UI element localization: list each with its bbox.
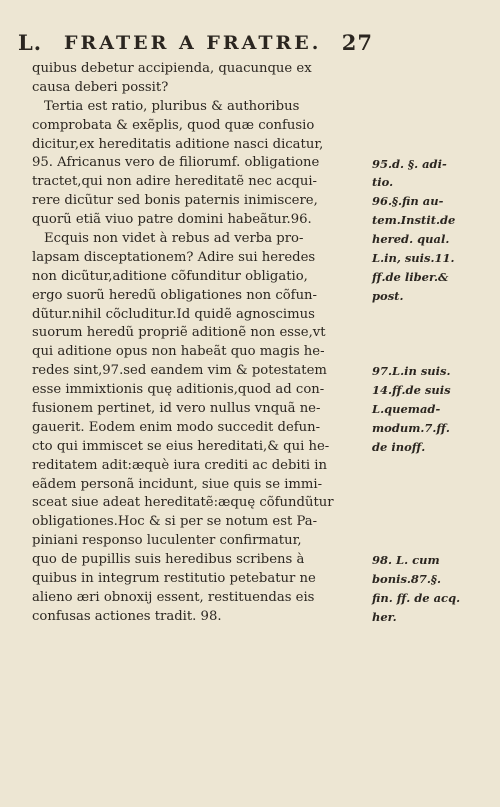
text-line: piniani responso luculenter confirmatur,	[32, 533, 302, 549]
margin-note: 98. L. cum	[372, 553, 440, 568]
margin-note: bonis.87.§.	[372, 572, 441, 587]
text-line: confusas actiones tradit. 98.	[32, 608, 222, 624]
header-title: FRATER A FRATRE.	[64, 32, 322, 54]
text-line: eãdem personã incidunt, siue quis se immi-	[32, 476, 323, 492]
margin-note: tem.Instit.de	[372, 213, 456, 228]
text-line: obligationes.Hoc & si per se notum est Pa-	[32, 514, 318, 530]
text-line: alieno æri obnoxij essent, restituendas eis	[32, 589, 315, 605]
text-line: tractet,qui non adire hereditatẽ nec acqui-	[32, 174, 317, 190]
text-line: quibus debetur accipienda, quacunque ex	[32, 61, 312, 76]
text-line: esse immixtionis quę aditionis,quod ad con-	[32, 382, 325, 398]
text-line: qui aditione opus non habeãt quo magis he-	[32, 344, 325, 360]
text-line: causa deberi possit?	[32, 79, 169, 95]
text-line: reditatem adit:æquè iura crediti ac debiti in	[32, 457, 328, 473]
header-letter: L.	[18, 30, 43, 55]
margin-note: 97.L.in suis.	[372, 364, 451, 379]
margin-note: her.	[372, 610, 397, 625]
text-line: cto qui immiscet se eius hereditati,& qui he-	[32, 438, 330, 454]
text-line: Ecquis non videt à rebus ad verba pro-	[44, 231, 304, 247]
margin-note: hered. qual.	[372, 232, 450, 247]
margin-note: modum.7.ff.	[372, 421, 450, 436]
text-line: rere dicũtur sed bonis paternis inimiscere,	[32, 193, 318, 209]
margin-note: L.quemad-	[372, 402, 441, 417]
text-line: fusionem pertinet, id vero nullus vnquã ne-	[32, 401, 321, 417]
text-line: quo de pupillis suis heredibus scribens à	[32, 552, 305, 568]
text-line: lapsam disceptationem? Adire sui heredes	[32, 249, 316, 265]
margin-note: 95.d. §. adi-	[372, 156, 447, 171]
text-line: non dicũtur,aditione cõfunditur obligatio,	[32, 268, 308, 284]
text-line: dicitur,ex hereditatis aditione nasci dicatur,	[32, 136, 324, 152]
text-line: quorũ etiã viuo patre domini habeãtur.96.	[32, 212, 312, 228]
text-line: suorum heredũ propriẽ aditionẽ non esse,vt	[32, 325, 326, 341]
text-line: dũtur.nihil cõcluditur.Id quidẽ agnoscimus	[32, 306, 315, 322]
text-line: Tertia est ratio, pluribus & authoribus	[44, 98, 300, 114]
text-line: gauerit. Eodem enim modo succedit defun-	[32, 419, 321, 435]
margin-note: tio.	[372, 175, 394, 190]
margin-note: 14.ff.de suis	[372, 383, 451, 398]
text-line: sceat siue adeat hereditatẽ:æquę cõfundũtur	[32, 495, 334, 511]
margin-note: 96.§.fin au-	[372, 194, 444, 209]
margin-note: de inoff.	[372, 440, 426, 454]
margin-note: L.in, suis.11.	[372, 251, 455, 265]
page-number: 27	[341, 30, 373, 55]
text-line: redes sint,97.sed eandem vim & potestatem	[32, 363, 327, 379]
text-line: comprobata & exẽplis, quod quæ confusio	[32, 117, 315, 133]
text-line: 95. Africanus vero de filiorumf. obligatione	[32, 155, 320, 171]
text-line: quibus in integrum restitutio petebatur ne	[32, 571, 316, 587]
running-header	[18, 30, 373, 60]
margin-note: post.	[372, 288, 404, 303]
margin-note: ff.de liber.&	[372, 269, 449, 284]
main-text-column	[32, 60, 367, 627]
margin-note: fin. ff. de acq.	[372, 591, 461, 606]
text-line: ergo suorũ heredũ obligationes non cõfun-	[32, 287, 318, 303]
